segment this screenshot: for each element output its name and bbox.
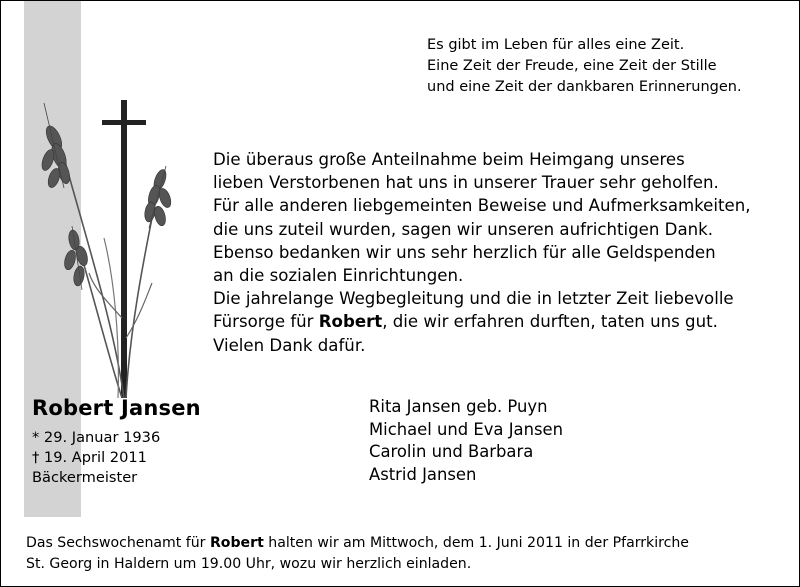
wheat-ear-right xyxy=(143,166,173,228)
message-text: , die wir erfahren durften, taten uns gut. xyxy=(382,312,718,332)
motto-line: Eine Zeit der Freude, eine Zeit der Stille xyxy=(427,58,717,74)
notice-name: Robert xyxy=(209,535,264,551)
notice-text: Das Sechswochenamt für xyxy=(26,535,210,551)
birth-date: * 29. Januar 1936 xyxy=(32,429,161,446)
notice-line: St. Georg in Haldern um 19.00 Uhr, wozu wir herzlich einladen. xyxy=(26,556,472,572)
family-member: Rita Jansen geb. Puyn xyxy=(369,397,548,416)
cross-icon xyxy=(121,100,127,398)
motto-quote xyxy=(427,35,742,98)
death-date: † 19. April 2011 xyxy=(32,449,147,466)
family-member: Michael und Eva Jansen xyxy=(369,419,563,439)
family-member: Carolin und Barbara xyxy=(369,442,534,462)
memorial-service-notice xyxy=(26,533,689,575)
notice-line xyxy=(26,533,689,554)
family-signatures xyxy=(369,396,563,487)
life-dates xyxy=(32,428,160,488)
message-text: Fürsorge für xyxy=(213,312,319,332)
message-line xyxy=(213,310,751,333)
cross-and-wheat-icon xyxy=(34,98,184,398)
message-line: Für alle anderen liebgemeinten Beweise und Aufmerksamkeiten, xyxy=(213,196,751,216)
message-line: Ebenso bedanken wir uns sehr herzlich für alle Geldspenden xyxy=(213,242,716,262)
message-line: Die jahrelange Wegbegleitung und die in letzter Zeit liebevolle xyxy=(213,289,734,309)
deceased-first-name: Robert xyxy=(318,312,383,332)
motto-line: Es gibt im Leben für alles eine Zeit. xyxy=(427,37,685,53)
message-line: an die sozialen Einrichtungen. xyxy=(213,266,464,286)
family-member: Astrid Jansen xyxy=(369,465,477,485)
motto-line: und eine Zeit der dankbaren Erinnerungen. xyxy=(427,79,742,95)
occupation: Bäckermeister xyxy=(32,469,138,486)
notice-text: halten wir am Mittwoch, dem 1. Juni 2011 in der Pfarrkirche xyxy=(263,535,689,551)
wheat-ear-left xyxy=(40,103,72,189)
message-line: Die überaus große Anteilnahme beim Heimgang unseres xyxy=(213,150,685,169)
message-line: die uns zuteil wurden, sagen wir unseren aufrichtigen Dank. xyxy=(213,219,714,239)
deceased-name: Robert Jansen xyxy=(32,396,201,420)
message-line: Vielen Dank dafür. xyxy=(213,335,366,355)
thank-you-message xyxy=(213,148,751,357)
message-line: lieben Verstorbenen hat uns in unserer Trauer sehr geholfen. xyxy=(213,173,719,193)
